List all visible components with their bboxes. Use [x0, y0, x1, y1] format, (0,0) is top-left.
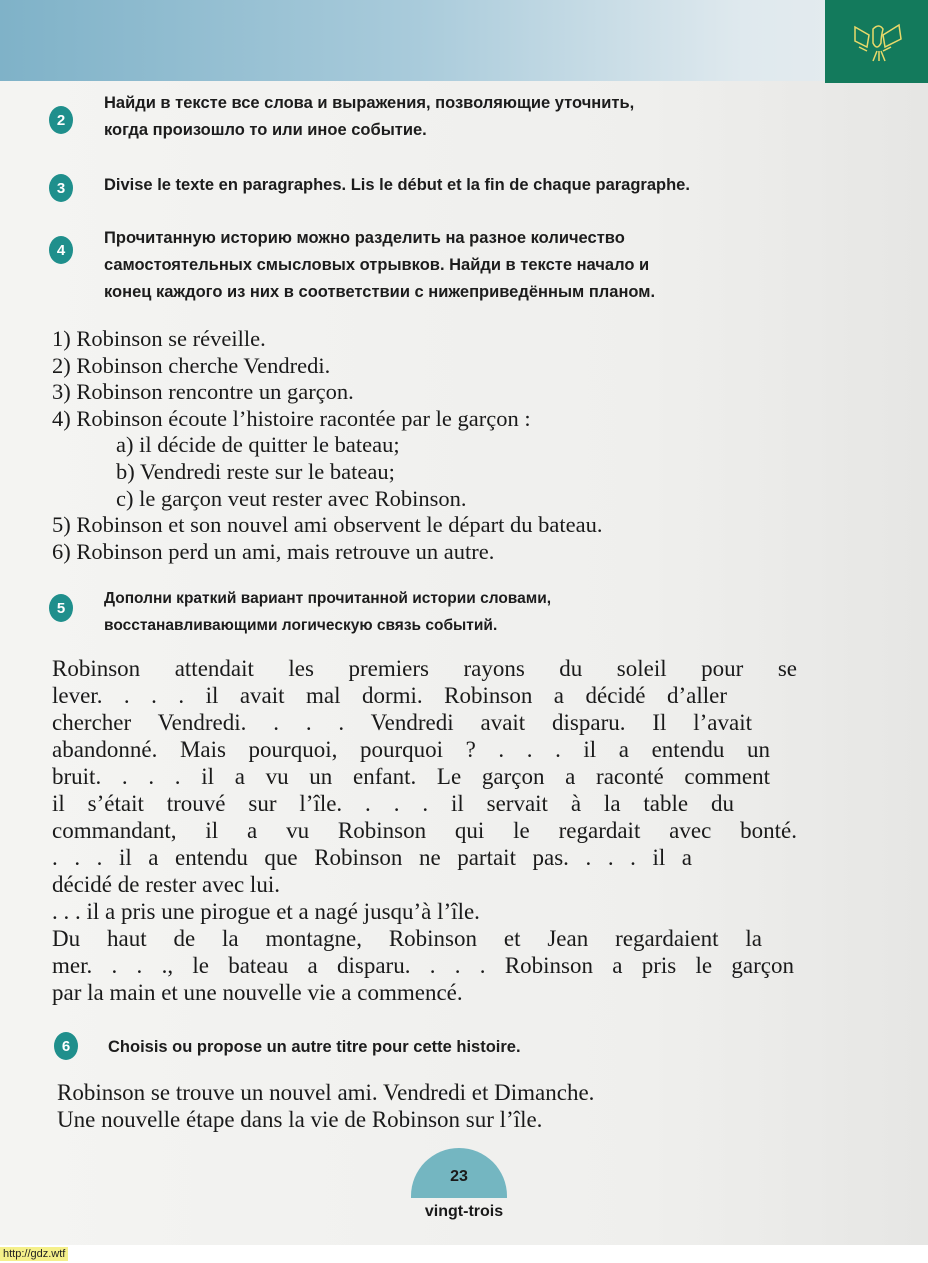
plan-subitem: c) le garçon veut rester avec Robinson.: [116, 485, 467, 511]
bird-icon: [847, 17, 907, 67]
instruction-line: Divise le texte en paragraphes. Lis le début et la fin de chaque paragraphe.: [104, 176, 690, 194]
instruction-line: Прочитанную историю можно разделить на разное количество: [104, 229, 625, 247]
plan-item: 2) Robinson cherche Vendredi.: [52, 352, 331, 378]
instruction-line: конец каждого из них в соответствии с нижеприведённым планом.: [104, 283, 656, 301]
plan-item: 4) Robinson écoute l’histoire racontée par le garçon :: [52, 405, 531, 431]
story-line: abandonné. Mais pourquoi, pourquoi ? . . . il a entendu un: [52, 737, 770, 762]
story-line: bruit. . . . il a vu un enfant. Le garçon a raconté comment: [52, 764, 770, 789]
plan-item: 1) Robinson se réveille.: [52, 326, 266, 351]
story-line: lever. . . . il avait mal dormi. Robinson a décidé d’aller: [52, 683, 727, 708]
story-line: . . . il a pris une pirogue et a nagé jusqu’à l’île.: [52, 899, 480, 924]
story-line: chercher Vendredi. . . . Vendredi avait disparu. Il l’avait: [52, 710, 752, 735]
page-number-words: vingt-trois: [424, 1203, 504, 1220]
task-number-badge: 6: [54, 1032, 78, 1060]
header-band: [0, 0, 928, 81]
title-suggestions: [57, 1080, 594, 1133]
story-line: Du haut de la montagne, Robinson et Jean regardaient la: [52, 926, 762, 951]
task-2-instruction: [104, 90, 634, 144]
title-suggestion: Une nouvelle étape dans la vie de Robinson sur l’île.: [57, 1106, 543, 1132]
instruction-line: Найди в тексте все слова и выражения, позволяющие уточнить,: [104, 94, 635, 112]
plan-item: 3) Robinson rencontre un garçon.: [52, 379, 354, 405]
source-link[interactable]: http://gdz.wtf: [0, 1247, 68, 1261]
instruction-line: самостоятельных смысловых отрывков. Найди в тексте начало и: [104, 256, 650, 274]
instruction-line: Choisis ou propose un autre titre pour cette histoire.: [108, 1038, 521, 1056]
plan-subitem: b) Vendredi reste sur le bateau;: [116, 458, 395, 484]
instruction-line: когда произошло то или иное событие.: [104, 121, 427, 139]
story-line: il s’était trouvé sur l’île. . . . il servait à la table du: [52, 791, 734, 816]
story-line: Robinson attendait les premiers rayons du soleil pour se: [52, 656, 797, 681]
plan-list: [52, 326, 603, 565]
task-5-instruction: [104, 585, 551, 639]
story-paragraph: [52, 655, 797, 1006]
plan-subitem: a) il décide de quitter le bateau;: [116, 432, 400, 458]
task-3-instruction: [104, 172, 690, 199]
instruction-line: восстанавливающими логическую связь событий.: [104, 617, 498, 634]
story-line: décidé de rester avec lui.: [52, 872, 280, 897]
plan-item: 5) Robinson et son nouvel ami observent le départ du bateau.: [52, 512, 603, 538]
page-number: 23: [411, 1148, 507, 1198]
story-line: commandant, il a vu Robinson qui le regardait avec bonté.: [52, 818, 797, 843]
story-line: par la main et une nouvelle vie a commencé.: [52, 980, 463, 1005]
story-line: . . . il a entendu que Robinson ne partait pas. . . . il a: [52, 845, 692, 870]
task-6-instruction: [108, 1034, 521, 1061]
story-line: mer. . . ., le bateau a disparu. . . . Robinson a pris le garçon: [52, 953, 794, 978]
title-suggestion: Robinson se trouve un nouvel ami. Vendredi et Dimanche.: [57, 1080, 595, 1105]
task-number-badge: 5: [49, 594, 73, 622]
task-number-badge: 2: [49, 106, 73, 134]
bird-book-logo: [825, 0, 928, 83]
task-number-badge: 4: [49, 236, 73, 264]
instruction-line: Дополни краткий вариант прочитанной истории словами,: [104, 590, 552, 607]
task-number-badge: 3: [49, 174, 73, 202]
plan-item: 6) Robinson perd un ami, mais retrouve un autre.: [52, 538, 495, 564]
task-4-instruction: [104, 225, 655, 306]
